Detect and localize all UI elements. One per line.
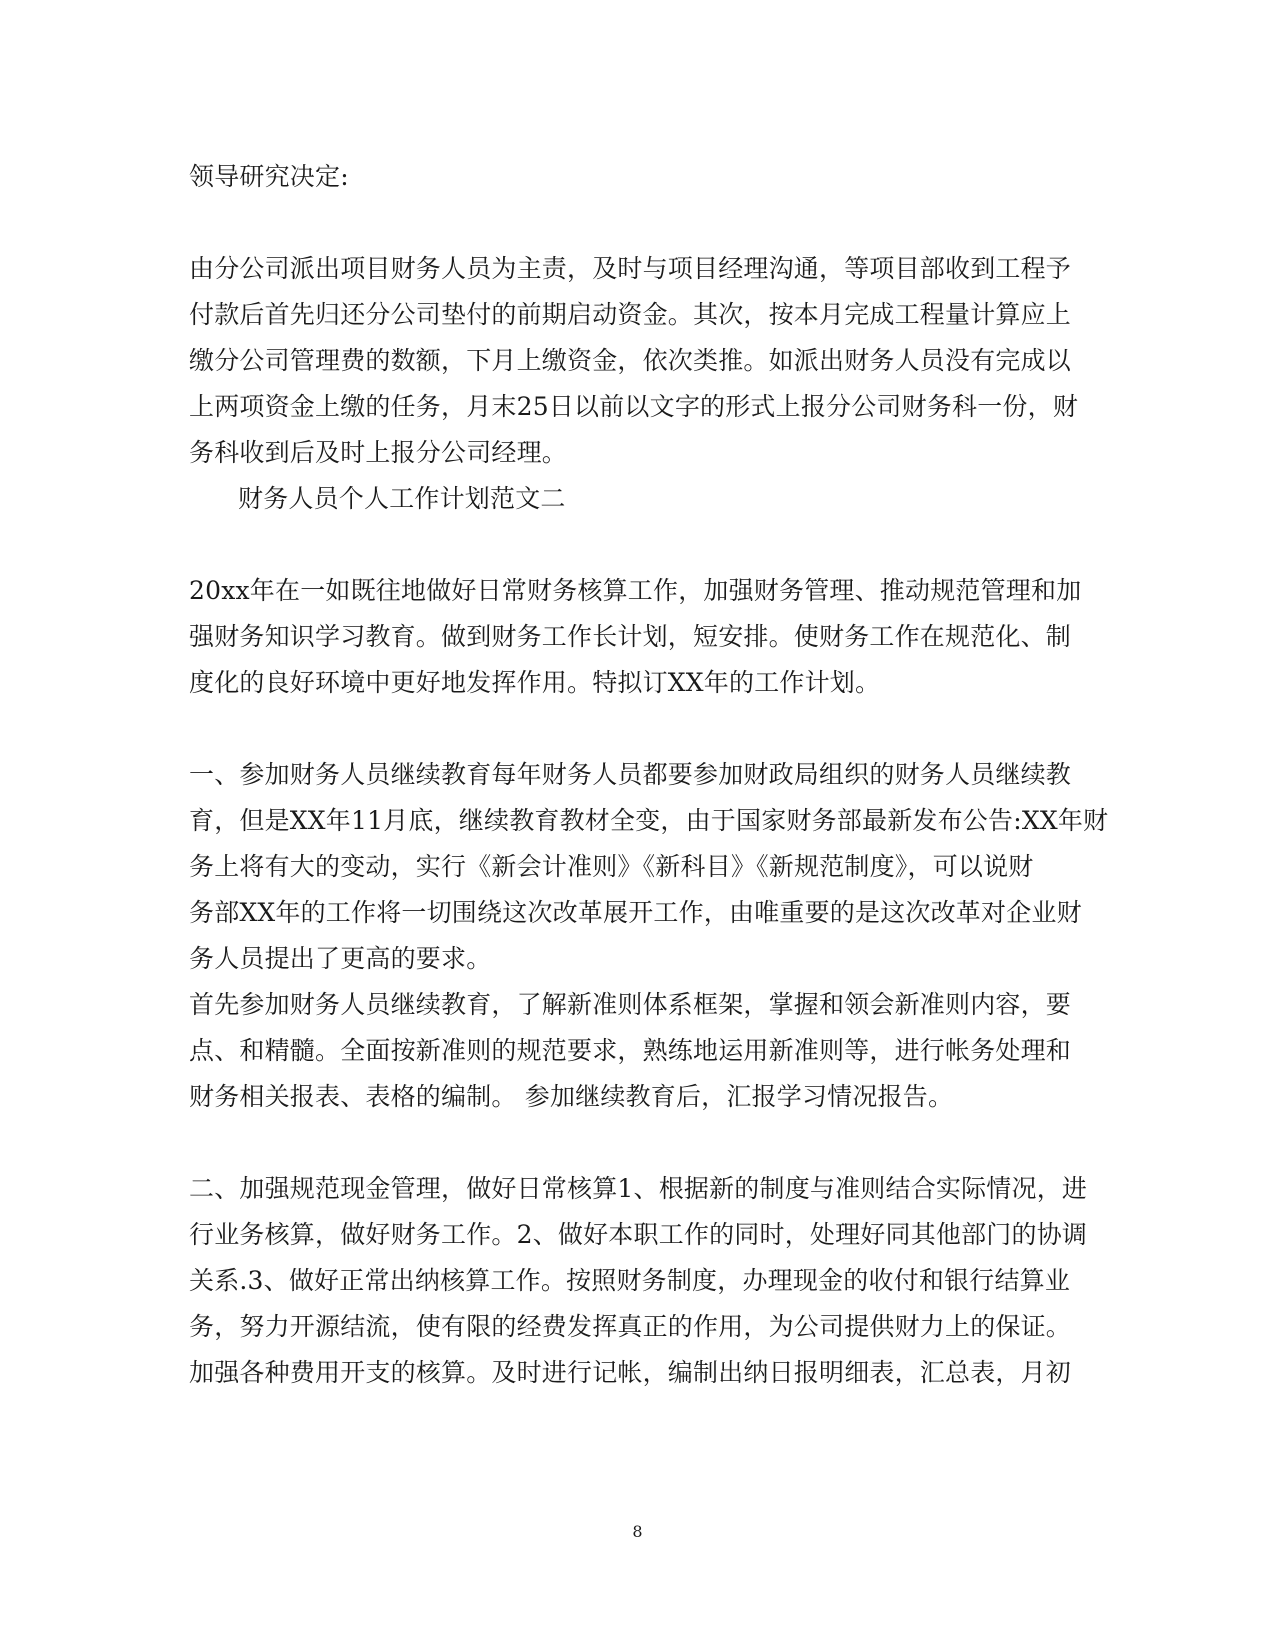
text-line: 二、加强规范现金管理，做好日常核算1、根据新的制度与准则结合实际情况，进 [189, 1174, 1088, 1203]
page-number: 8 [632, 1522, 643, 1541]
text-line: 行业务核算，做好财务工作。2、做好本职工作的同时，处理好同其他部门的协调 [189, 1220, 1088, 1249]
text-line: 务，努力开源结流，使有限的经费发挥真正的作用，为公司提供财力上的保证。 [189, 1312, 1072, 1341]
section-heading: 财务人员个人工作计划范文二 [238, 484, 566, 513]
text-line: 加强各种费用开支的核算。及时进行记帐，编制出纳日报明细表，汇总表，月初 [189, 1358, 1072, 1387]
text-line: 点、和精髓。全面按新准则的规范要求，熟练地运用新准则等，进行帐务处理和 [189, 1036, 1072, 1065]
text-line: 一、参加财务人员继续教育每年财务人员都要参加财政局组织的财务人员继续教 [189, 760, 1072, 789]
text-line: 务人员提出了更高的要求。 [189, 944, 492, 973]
text-line: 领导研究决定: [189, 162, 349, 191]
text-line: 关系.3、做好正常出纳核算工作。按照财务制度，办理现金的收付和银行结算业 [189, 1266, 1071, 1295]
text-line: 付款后首先归还分公司垫付的前期启动资金。其次，按本月完成工程量计算应上 [189, 300, 1072, 329]
text-line: 上两项资金上缴的任务，月末25日以前以文字的形式上报分公司财务科一份，财 [189, 392, 1079, 421]
text-line: 缴分公司管理费的数额，下月上缴资金，依次类推。如派出财务人员没有完成以 [189, 346, 1072, 375]
text-line: 务部XX年的工作将一切围绕这次改革展开工作，由唯重要的是这次改革对企业财 [189, 898, 1082, 927]
text-line: 财务相关报表、表格的编制。 参加继续教育后，汇报学习情况报告。 [189, 1082, 954, 1111]
text-line: 度化的良好环境中更好地发挥作用。特拟订XX年的工作计划。 [189, 668, 881, 697]
text-line: 育，但是XX年11月底，继续教育教材全变，由于国家财务部最新发布公告:XX年财 [189, 806, 1109, 835]
text-line: 务上将有大的变动，实行《新会计准则》《新科目》《新规范制度》，可以说财 [189, 852, 1034, 881]
text-line: 务科收到后及时上报分公司经理。 [189, 438, 568, 467]
text-line: 首先参加财务人员继续教育，了解新准则体系框架，掌握和领会新准则内容，要 [189, 990, 1072, 1019]
text-line: 强财务知识学习教育。做到财务工作长计划，短安排。使财务工作在规范化、制 [189, 622, 1072, 651]
text-line: 由分公司派出项目财务人员为主责，及时与项目经理沟通，等项目部收到工程予 [189, 254, 1072, 283]
text-line: 20xx年在一如既往地做好日常财务核算工作，加强财务管理、推动规范管理和加 [189, 576, 1082, 605]
